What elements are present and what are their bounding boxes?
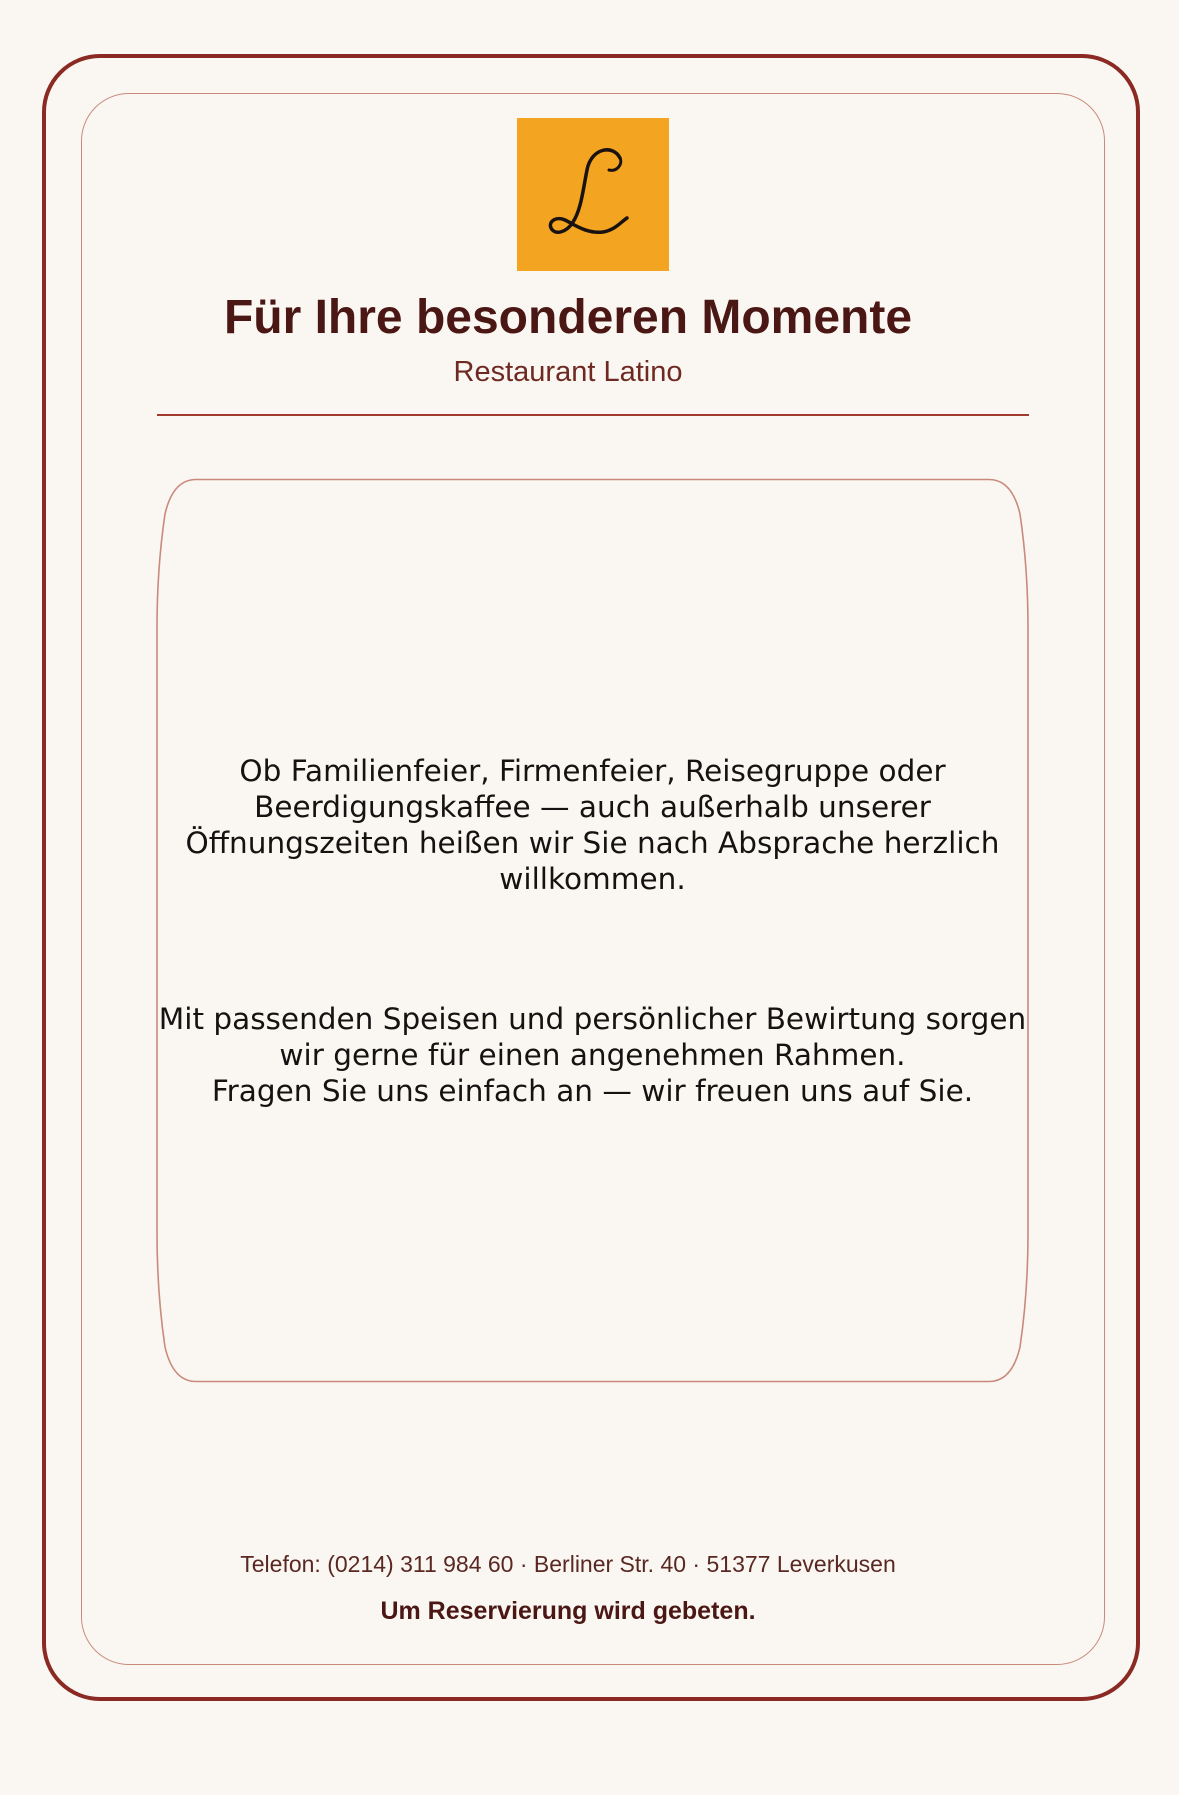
- text-line: Mit passenden Speisen und persönlicher Bewirtung sorgen: [158, 1001, 1027, 1036]
- text-line: Beerdigungskaffee — auch außerhalb unserer: [254, 789, 931, 824]
- restaurant-name: Restaurant Latino: [453, 356, 683, 388]
- text-line: willkommen.: [499, 861, 686, 896]
- content-text: [156, 478, 1029, 1383]
- content-box: [156, 478, 1029, 1383]
- page-title: Für Ihre besonderen Momente: [223, 291, 913, 344]
- title-divider: [157, 414, 1029, 416]
- text-line: wir gerne für einen angenehmen Rahmen.: [279, 1037, 906, 1072]
- contact-info: Telefon: (0214) 311 984 60 · Berliner Str. 40 · 51377 Leverkusen: [240, 1551, 896, 1577]
- text-line: Ob Familienfeier, Firmenfeier, Reisegruppe oder: [239, 753, 946, 788]
- text-line: Öffnungszeiten heißen wir Sie nach Absprache herzlich: [185, 825, 1000, 860]
- invitation-paragraph: [186, 753, 1000, 897]
- script-l-logo-icon: [517, 118, 669, 271]
- service-paragraph: [159, 1001, 1026, 1109]
- text-line: Fragen Sie uns einfach an — wir freuen uns auf Sie.: [211, 1073, 974, 1108]
- reservation-note: Um Reservierung wird gebeten.: [380, 1597, 756, 1625]
- restaurant-logo: [517, 118, 669, 271]
